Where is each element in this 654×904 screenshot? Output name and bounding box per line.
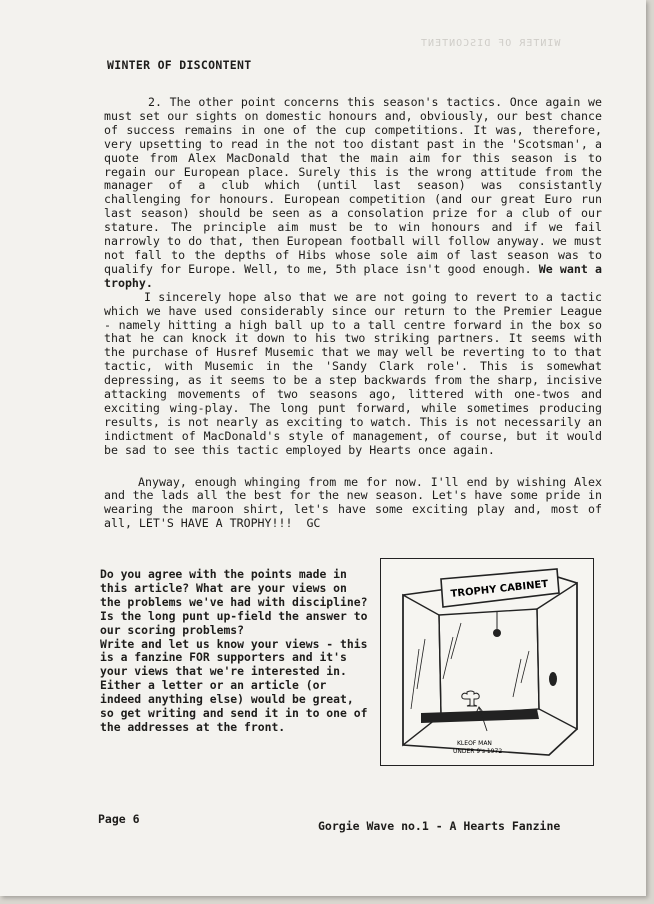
paragraph-closing-text: Anyway, enough whinging from me for now. I'll end by wishing Alex and the lads all the best for the new season. Let's have some pride in wearing the maroon shirt, let's have some exciting play and, most of all, LET'S HAVE A TROPHY!!! [104,474,602,531]
paragraph-long-ball: I sincerely hope also that we are not going to revert to a tactic which we have used considerably since our return to the Premier League - namely hitting a high ball up to a tall centre forward in the box so that he can knock it down to his two striking partners. It seems with the purchase of Husref Musemic that we may well be reverting to to that tactic, with Musemic in the 'Sandy Clark role'. This is somewhat depressing, as it seems to be a step backwards from the sharp, incisive attacking movements of two seasons ago, littered with one-twos and exciting wing-play. The long punt forward, while sometimes producing results, is not nearly as exciting to watch. This is not necessarily an indictment of MacDonald's style of management, of course, but it would be sad to see this tactic employed by Hearts once again. [104,289,602,457]
publication-title: Gorgie Wave no.1 - A Hearts Fanzine [318,819,561,833]
cabinet-drawing [381,559,593,765]
paragraph-closing [104,476,602,532]
cabinet-label: TROPHY CABINET [450,578,549,600]
glass-reflection [521,651,529,683]
paragraph-tactics [104,96,602,291]
article-body [104,96,602,531]
callout-questions: Do you agree with the points made in this article? What are your views on the problems we've had with discipline? Is the long punt up-field the answer to our scoring problems? [100,567,368,637]
callout-invite: Write and let us know your views - this is a fanzine FOR supporters and it's your views that we're interested in. Either a letter or an article (or indeed anything else) would be great, so get writing and send it in to one of the addresses at the front. [100,636,368,734]
tiny-trophy-icon [462,691,479,706]
spider-icon [493,629,501,637]
cabinet-back-wall [439,609,539,715]
trophy-cabinet-cartoon [380,558,594,766]
plaque-line-1: KLEOF MAN [457,740,492,747]
page-number: Page 6 [98,812,140,826]
glass-reflection [513,659,521,697]
we-want-trophy-text: We want a trophy. [104,261,602,290]
right-door [537,583,577,729]
glass-reflection [417,639,425,689]
plaque-line-2: UNDER 9's 1972 [453,748,503,755]
glass-reflection [411,649,419,709]
author-signature: GC [306,516,321,531]
article-title: WINTER OF DISCONTENT [107,58,252,72]
glass-reflection [451,623,461,659]
door-knob-icon [549,672,557,686]
paragraph-tactics-text: 2. The other point concerns this season's tactics. Once again we must set our sights on domestic honours and, obviously, our best chance of success remains in one of the cup competitions. It was, therefore, very upsetting to read in the not too distant past in the 'Scotsman', a quote from Alex MacDonald that the main aim for this season is to regain our European place. Surely this is the wrong attitude from the manager of a club which (until last season) was consistantly challenging for honours. European competition (and our great Euro run last season) should be seen as a consolation prize for a club of our stature. The principle aim must be to win honours and if we fail narrowly to do that, then European football will follow anyway. we must not fall to the depths of Hibs whose sole aim of last season was to qualify for Europe. Well, to me, 5th place isn't good enough. [104,95,602,276]
reader-callout [100,568,372,735]
bleed-through-text: WINTER OF DISCONTENT [420,38,561,49]
